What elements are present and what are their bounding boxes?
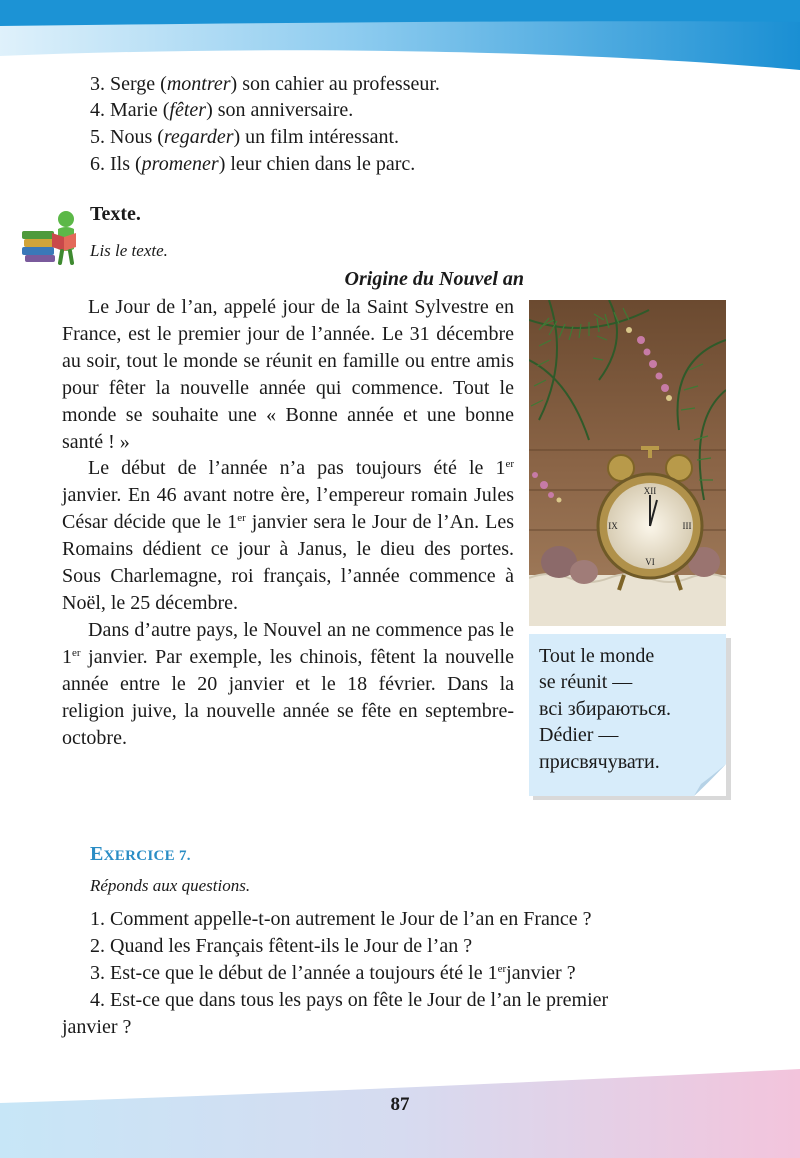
svg-text:IX: IX: [608, 521, 618, 531]
exercise-instruction: Réponds aux questions.: [90, 876, 251, 895]
note-line: всі збираються.: [539, 697, 672, 720]
question-4-cont: janvier ?: [62, 1016, 132, 1038]
section-heading: Texte.: [90, 203, 141, 225]
svg-text:III: III: [682, 521, 692, 531]
question-4: 4. Est-ce que dans tous les pays on fête le Jour de l’an le premier: [90, 989, 609, 1011]
paragraph-3: Dans d’autre pays, le Nouvel an ne commence pas le 1er janvier. Par exemple, les chinois, fêtent la nouvelle année entre le 20 janvier et le 18 février. Dans la religion juive, la nouvelle année se fête en septembre-octobre.: [62, 618, 514, 749]
list-item: 6. Ils (promener) leur chien dans le parc.: [90, 153, 416, 175]
question-2: 2. Quand les Français fêtent-ils le Jour de l’an ?: [90, 935, 473, 957]
main-text: [62, 294, 514, 751]
section-instruction: Lis le texte.: [90, 241, 168, 260]
list-item: 5. Nous (regarder) un film intéressant.: [90, 126, 400, 148]
header-band: [0, 0, 800, 80]
question-1: 1. Comment appelle-t-on autrement le Jour de l’an en France ?: [90, 908, 592, 930]
exercise-title: EXERCICE 7.: [90, 843, 191, 865]
paragraph-1: Le Jour de l’an, appelé jour de la Saint Sylvestre en France, est le premier jour de l’année. Le 31 décembre au soir, tout le monde se réunit en famille ou entre amis pour fêter la nouvelle année qui commence. Tout le monde se souhaite une « Bonne année et une bonne santé ! »: [62, 296, 514, 453]
note-line: se réunit —: [539, 671, 633, 694]
text-title: Origine du Nouvel an: [344, 268, 524, 290]
note-line: присвячувати.: [539, 750, 660, 773]
list-item: 3. Serge (montrer) son cahier au professeur.: [90, 73, 440, 95]
page-number: 87: [390, 1094, 410, 1115]
list-item: 4. Marie (fêter) son anniversaire.: [90, 99, 354, 121]
svg-text:VI: VI: [645, 557, 655, 567]
books-reader-icon: [20, 207, 82, 265]
note-line: Dédier —: [539, 724, 619, 747]
svg-text:XII: XII: [643, 486, 657, 496]
question-3: 3. Est-ce que le début de l’année a toujours été le 1erjanvier ?: [90, 962, 576, 984]
alarm-clock-photo: [529, 300, 726, 626]
paragraph-2: Le début de l’année n’a pas toujours été le 1er janvier. En 46 avant notre ère, l’empereur romain Jules César décide que le 1er janvier sera le Jour de l’An. Les Romains dédient ce jour à Janus, le dieu des portes. Sous Charlemagne, roi français, l’année commence à Noël, le 25 décembre.: [62, 457, 514, 614]
vocab-note-text: [539, 643, 671, 775]
note-line: Tout le monde: [539, 645, 655, 667]
